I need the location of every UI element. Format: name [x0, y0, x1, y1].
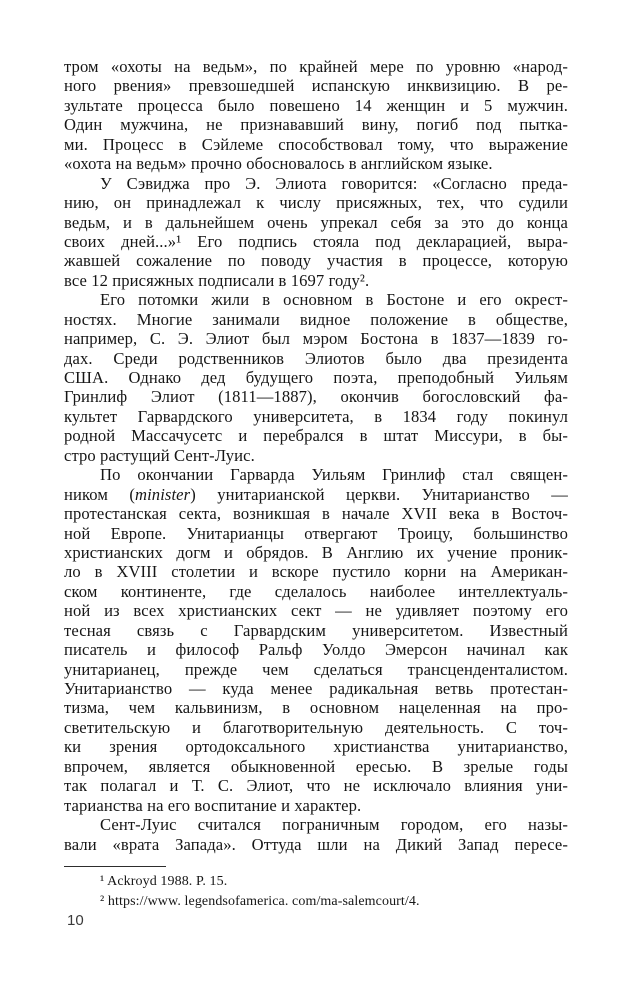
text-line: культет Гарвардского университета, в 1834 году покинул	[64, 406, 568, 426]
text-line: По окончании Гарварда Уильям Гринлиф стал священ-	[100, 465, 568, 485]
paragraph	[64, 465, 568, 815]
text-line: ной из всех христианских сект — не удивляет поэтому его	[64, 601, 568, 621]
text-line: стро растущий Сент-Луис.	[64, 445, 255, 465]
text-line: унитарианец, прежде чем сделаться трансценденталистом.	[64, 659, 568, 679]
text-line: светительскую и благотворительную деятельность. С точ-	[64, 717, 568, 737]
paragraph	[64, 57, 568, 174]
text-line: У Сэвиджа про Э. Элиота говорится: «Согласно преда-	[100, 173, 568, 193]
text-line: Сент-Луис считался пограничным городом, его назы-	[100, 815, 568, 835]
page-number: 10	[67, 912, 84, 929]
text-line: писатель и философ Ральф Уолдо Эмерсон начинал как	[64, 640, 568, 660]
text-line: ной Европе. Унитарианцы отвергают Троицу, большинство	[64, 523, 568, 543]
text-line: Унитарианство — куда менее радикальная ветвь протестан-	[64, 679, 568, 698]
text-line: тесная связь с Гарвардским университетом. Известный	[64, 620, 568, 640]
text-line: США. Однако дед будущего поэта, преподобный Уильям	[64, 368, 568, 387]
text-line: ло в XVIII столетии и вскоре пустило корни на Американ-	[64, 562, 568, 582]
text-line: Гринлиф Элиот (1811—1887), окончив богословский фа-	[64, 387, 568, 407]
text-line: впрочем, является обыкновенной ересью. В зрелые годы	[64, 756, 568, 776]
footnotes-list	[64, 872, 568, 912]
text-line: ведьм, и в дальнейшем очень упрекал себя за это до конца	[64, 212, 568, 232]
paragraph	[64, 174, 568, 291]
text-line: нию, он принадлежал к числу присяжных, тех, что судили	[64, 193, 568, 213]
footnote-separator	[64, 866, 166, 867]
text-line: Его потомки жили в основном в Бостоне и его окрест-	[100, 290, 568, 310]
text-line: «охота на ведьм» прочно обосновалось в английском языке.	[64, 154, 493, 174]
text-line: ском континенте, где сделалось наиболее интеллектуаль-	[64, 581, 568, 601]
text-line: христианских догм и обрядов. В Англию их учение проник-	[64, 542, 568, 562]
text-line: ми. Процесс в Сэйлеме способствовал тому, что выражение	[64, 134, 568, 154]
text-line: все 12 присяжных подписали в 1697 году².	[64, 270, 370, 290]
text-line: дах. Среди родственников Элиотов было два президента	[64, 348, 568, 368]
page-text-block	[64, 57, 568, 854]
text-line: тром «охоты на ведьм», по крайней мере по уровню «народ-	[64, 57, 568, 76]
text-line: жавшей сожаление по поводу участия в процессе, которую	[64, 251, 568, 271]
footnotes-section	[64, 866, 568, 912]
text-segment: ) унитарианской церкви. Унитарианство —	[190, 484, 568, 504]
text-line: своих дней...»¹ Его подпись стояла под декларацией, выра-	[64, 231, 568, 251]
text-line: например, С. Э. Элиот был мэром Бостона в 1837—1839 го-	[64, 329, 568, 349]
text-line: тизма, чем кальвинизм, в основном нацеленная на про-	[64, 698, 568, 718]
text-line: Один мужчина, не признававший вину, погиб под пытка-	[64, 115, 568, 135]
text-line: родной Массачусетс и перебрался в штат Миссури, в бы-	[64, 426, 568, 446]
text-line: протестанская секта, возникшая в начале XVII века в Восточ-	[64, 504, 568, 524]
footnote: ² https://www. legendsofamerica. com/ma-salemcourt/4.	[100, 893, 420, 909]
paragraph	[64, 290, 568, 465]
text-line: вали «врата Запада». Оттуда шли на Дикий Запад пересе-	[64, 834, 568, 854]
text-line: зультате процесса было повешено 14 женщин и 5 мужчин.	[64, 95, 568, 115]
text-line: так полагал и Т. С. Элиот, что не исключало влияния уни-	[64, 776, 568, 796]
text-line: ного рвения» превзошедшей испанскую инквизицию. В ре-	[64, 76, 568, 96]
text-line	[64, 485, 568, 504]
italic-term: minister	[135, 484, 191, 504]
text-line: ки зрения ортодоксального христианства унитарианство,	[64, 737, 568, 757]
text-segment: ником (	[64, 484, 136, 504]
text-line: ностях. Многие занимали видное положение в обществе,	[64, 309, 568, 329]
text-line: тарианства на его воспитание и характер.	[64, 795, 362, 815]
footnote: ¹ Ackroyd 1988. P. 15.	[100, 874, 228, 889]
paragraph	[64, 815, 568, 854]
